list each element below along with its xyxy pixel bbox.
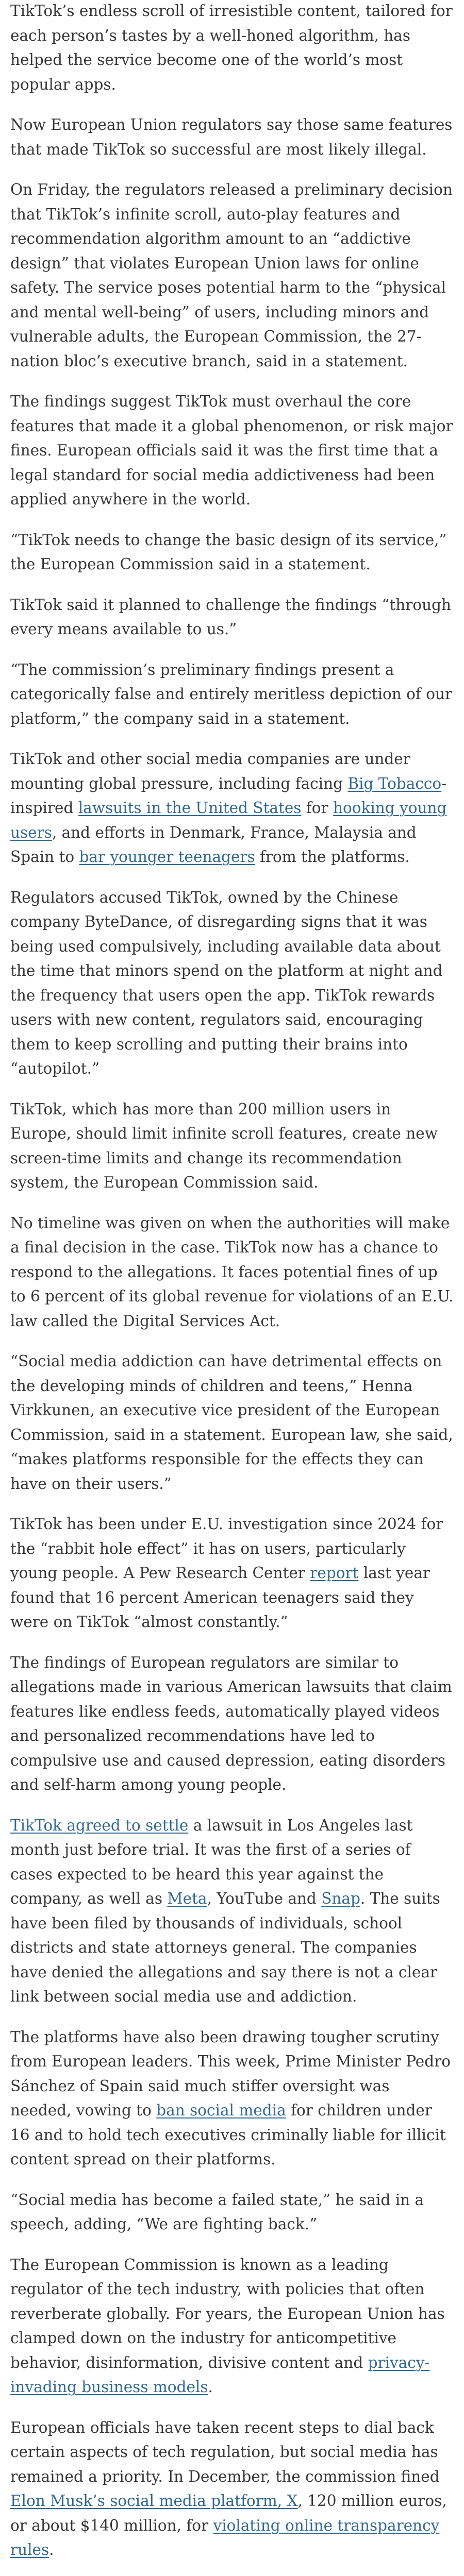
inline-link[interactable]: Meta	[167, 1890, 207, 1907]
paragraph-text: .	[208, 2378, 213, 2396]
paragraph-text: , 120 million euros, or about $140 million, for	[10, 2492, 447, 2534]
paragraph-text: TikTok has been under E.U. investigation since 2024 for the “rabbit hole effect” it has on users, particularly young people. A Pew Research Center	[10, 1515, 443, 1582]
article-paragraph	[10, 2025, 454, 2172]
inline-link[interactable]: ban social media	[156, 2102, 286, 2119]
inline-link[interactable]: privacy-invading business models	[10, 2353, 430, 2396]
inline-link[interactable]: hooking young users	[10, 799, 447, 841]
paragraph-text: “Social media addiction can have detrimental effects on the developing minds of children and teens,” Henna Virkkunen, an executive vice president of the European Commission, said in a statement. European law, she said, “makes platforms responsible for the effects they can have on their users.”	[10, 1352, 453, 1493]
article-paragraph	[10, 1097, 454, 1195]
paragraph-text: a lawsuit in Los Angeles last month just before trial. It was the first of a series of cases expected to be heard this year against the company, as well as	[10, 1816, 413, 1907]
inline-link[interactable]: report	[310, 1564, 359, 1582]
paragraph-text: Now European Union regulators say those same features that made TikTok so successful are most likely illegal.	[10, 116, 453, 158]
paragraph-text: -inspired	[10, 774, 447, 817]
paragraph-text: .	[49, 2541, 54, 2558]
inline-link[interactable]: bar younger teenagers	[79, 848, 255, 866]
article-paragraph	[10, 1512, 454, 1635]
paragraph-text: “TikTok needs to change the basic design of its service,” the European Commission said in a statement.	[10, 531, 447, 573]
article-paragraph	[10, 747, 454, 870]
paragraph-text: European officials have taken recent steps to dial back certain aspects of tech regulation, but social media has remained a priority. In December, the commission fined	[10, 2418, 440, 2485]
article-paragraph	[10, 593, 454, 642]
article-paragraph	[10, 2188, 454, 2237]
paragraph-text: from the platforms.	[255, 848, 410, 866]
inline-link[interactable]: TikTok agreed to settle	[10, 1816, 189, 1834]
article-paragraph	[10, 1814, 454, 2009]
inline-link[interactable]: Elon Musk’s social media platform, X	[10, 2492, 298, 2510]
paragraph-text: TikTok said it planned to challenge the findings “through every means available to us.”	[10, 596, 452, 638]
article-paragraph	[10, 658, 454, 732]
paragraph-text: On Friday, the regulators released a preliminary decision that TikTok’s infinite scroll, auto-play features and recommendation algorithm amount to an “addictive design” that violates European Union laws for online safety. The service poses potential harm to the “physical and mental well-being” of users, including minors and vulnerable adults, the European Commission, the 27-nation bloc’s executive branch, said in a statement.	[10, 181, 453, 370]
inline-link[interactable]: lawsuits in the United States	[78, 799, 302, 817]
article-paragraph	[10, 886, 454, 1081]
inline-link[interactable]: violating online transparency rules	[10, 2516, 440, 2558]
paragraph-text: , YouTube and	[207, 1890, 322, 1907]
article-paragraph	[10, 1651, 454, 1798]
paragraph-text: No timeline was given on when the authorities will make a final decision in the case. TikTok now has a chance to respond to the allegations. It faces potential fines of up to 6 percent of its global revenue for violations of an E.U. law called the Digital Services Act.	[10, 1214, 454, 1330]
paragraph-text: last year found that 16 percent American teenagers said they were on TikTok “almost constantly.”	[10, 1564, 430, 1631]
article-paragraph	[10, 2416, 454, 2563]
paragraph-text: for children under 16 and to hold tech executives criminally liable for illicit content spread on their platforms.	[10, 2102, 446, 2168]
paragraph-text: The platforms have also been drawing tougher scrutiny from European leaders. This week, Prime Minister Pedro Sánchez of Spain said much stiffer oversight was needed, vowing to	[10, 2028, 451, 2119]
article-paragraph	[10, 389, 454, 512]
paragraph-text: TikTok and other social media companies are under mounting global pressure, including facing	[10, 750, 410, 792]
article-paragraph	[10, 528, 454, 577]
paragraph-text: for	[301, 799, 333, 817]
article-paragraph	[10, 1211, 454, 1334]
paragraph-text: , and efforts in Denmark, France, Malaysia and Spain to	[10, 823, 417, 866]
inline-link[interactable]: Snap	[321, 1890, 360, 1907]
paragraph-text: “The commission’s preliminary findings present a categorically false and entirely meritless depiction of our platform,” the company said in a statement.	[10, 660, 453, 727]
paragraph-text: TikTok, which has more than 200 million users in Europe, should limit infinite scroll features, create new screen-time limits and change its recommendation system, the European Commission said.	[10, 1100, 438, 1191]
paragraph-text: The findings suggest TikTok must overhaul the core features that made it a global phenomenon, or risk major fines. European officials said it was the first time that a legal standard for social media addictiveness had been applied anywhere in the world.	[10, 393, 453, 508]
paragraph-text: TikTok’s endless scroll of irresistible content, tailored for each person’s tastes by a well-honed algorithm, has helped the service become one of the world’s most popular apps.	[10, 2, 453, 93]
paragraph-text: “Social media has become a failed state,” he said in a speech, adding, “We are fighting back.”	[10, 2191, 424, 2233]
article-paragraph	[10, 1349, 454, 1496]
paragraph-text: The findings of European regulators are similar to allegations made in various American lawsuits that claim features like endless feeds, automatically played videos and personalized recommendations have led to compulsive use and caused depression, eating disorders and self-harm among young people.	[10, 1653, 452, 1793]
article-paragraph	[10, 2253, 454, 2400]
paragraph-text: Regulators accused TikTok, owned by the Chinese company ByteDance, of disregarding signs that it was being used compulsively, including available data about the time that minors spend on the platform at night and the frequency that users open the app. TikTok rewards users with new content, regulators said, encouraging them to keep scrolling and putting their brains into “autopilot.”	[10, 888, 443, 1077]
paragraph-text: The European Commission is known as a leading regulator of the tech industry, with policies that often reverberate globally. For years, the European Union has clamped down on the industry for anticompetitive behavior, disinformation, divisive content and	[10, 2256, 445, 2371]
article-paragraph	[10, 178, 454, 374]
article-paragraph	[10, 113, 454, 162]
paragraph-text: . The suits have been filed by thousands of individuals, school districts and state attorneys general. The companies have denied the allegations and say there is not a clear link between social media use and addiction.	[10, 1890, 440, 2005]
inline-link[interactable]: Big Tobacco	[347, 774, 442, 792]
article-paragraph	[10, 0, 454, 97]
